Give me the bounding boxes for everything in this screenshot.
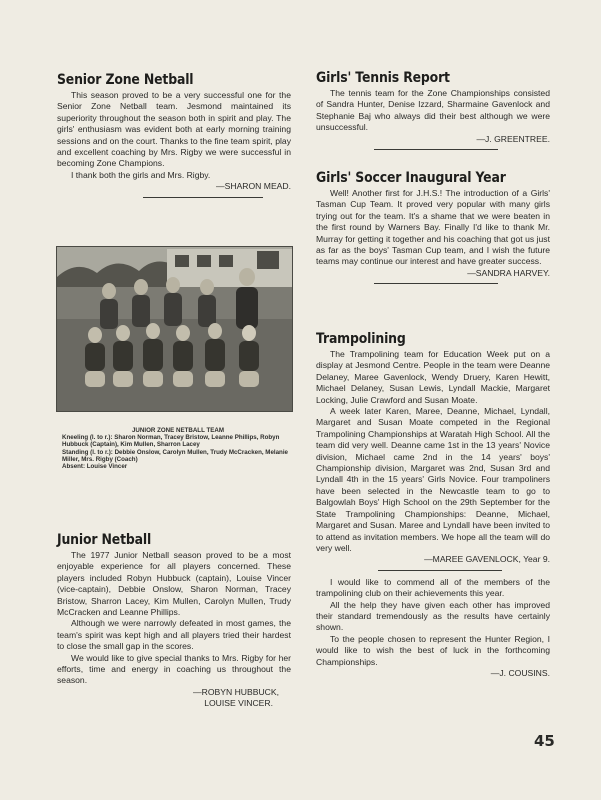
- junior-netball-title: Junior Netball: [57, 532, 152, 548]
- tennis-paragraph: The tennis team for the Zone Championships consisted of Sandra Hunter, Denise Izzard, Sharmaine Gavenlock and Stephanie Baj who always did their best although we were unsuccessful.: [316, 88, 550, 133]
- soccer-paragraph: Well! Another first for J.H.S.! The introduction of a Girls' Tasman Cup Team. It proved very popular with many girls trying out for the team. It's a shame that we were beaten in the first round by Warners Bay. Finally I'd like to thank Mr. Murray for getting it together and his coaching that got us just as far as the boys' Tasman Cup team, and I wish the future teams may continue our interest and have greater success.: [316, 188, 550, 267]
- junior-netball-signature-1: —ROBYN HUBBUCK,: [193, 686, 279, 697]
- senior-netball-paragraph: This season proved to be a very successful one for the Senior Zone Netball team. Jesmond maintained its superiority throughout the season both in spirit and play. The girls' enthusiasm was evident both at early morning training sessions and on the court. Thanks to the fine team spirit, play and excellent coaching by Mrs. Rigby we were successful in becoming Zone Champions.: [57, 90, 291, 169]
- team-photo: [56, 246, 293, 412]
- soccer-article: [316, 170, 550, 284]
- tennis-article: [316, 70, 550, 150]
- trampolining-paragraph-4: All the help they have given each other has improved their standard tremendously as the results have certainly shown.: [316, 599, 550, 633]
- page-number: 45: [534, 732, 555, 750]
- trampolining-signature-2: —J. COUSINS.: [490, 667, 550, 678]
- photo-caption-absent: Absent: Louise Vincer: [62, 463, 128, 471]
- trampolining-paragraph-5: To the people chosen to represent the Hunter Region, I would like to wish the best of luck in the forthcoming Championships.: [316, 633, 550, 667]
- trampolining-title: Trampolining: [316, 331, 406, 347]
- tennis-signature: —J. GREENTREE.: [476, 133, 550, 144]
- trampolining-paragraph-1: The Trampolining team for Education Week put on a display at Jesmond Centre. People in the team were Deanne Delaney, Maree Gavenlock, Wendy Druery, Karen Hewitt, Michael Delaney, Susan Lewis, Lyndall Mackie, Margaret Locking, Julie Crawford and Susan Moate.: [316, 349, 550, 405]
- soccer-divider: [374, 283, 498, 284]
- tennis-divider: [374, 149, 498, 150]
- trampolining-paragraph-3: I would like to commend all of the members of the trampolining club on their achievements this year.: [316, 576, 550, 599]
- senior-netball-thanks: I thank both the girls and Mrs. Rigby.: [71, 169, 211, 180]
- photo-caption-kneeling: Kneeling (l. to r.): Sharon Norman, Tracey Bristow, Leanne Phillips, Robyn Hubbuck (Captain), Kim Mullen, Sharron Lacey: [62, 434, 280, 449]
- trampolining-divider: [378, 570, 502, 571]
- trampolining-signature: —MAREE GAVENLOCK, Year 9.: [424, 554, 550, 565]
- trampolining-paragraph-2: A week later Karen, Maree, Deanne, Michael, Lyndall, Margaret and Susan Moate competed in the Regional Trampolining Championships at Waratah High School. All the team did very well. Deanne came 1st in the 13 years' Novice division, Michael came 2nd in the 14 years' boys' Championship division, Margaret was 2nd, Susan 3rd and Lyndall 4th in the 15 years' Girls Novice. Four trampoliners have been selected in the Newcastle team to go to Balgowlah Boys' High School on the 29th September for the State Trampolining Championships: Deanne, Michael, Margaret and Susan. Maree and Lyndall have been invited to to attend as invitation members. We hope all the team will do very well.: [316, 406, 550, 553]
- team-photo-image: [57, 247, 292, 411]
- junior-netball-paragraph-3: We would like to give special thanks to Mrs. Rigby for her efforts, time and energy in coaching us throughout the season.: [57, 652, 291, 686]
- soccer-signature: —SANDRA HARVEY.: [467, 267, 550, 278]
- junior-netball-article: [57, 532, 291, 710]
- trampolining-article: [316, 331, 550, 679]
- photo-caption-standing: Standing (l. to r.): Debbie Onslow, Carolyn Mullen, Trudy McCracken, Melanie Miller, Mrs. Rigby (Coach): [62, 448, 288, 463]
- soccer-title: Girls' Soccer Inaugural Year: [316, 170, 506, 186]
- tennis-title: Girls' Tennis Report: [316, 70, 450, 86]
- junior-netball-paragraph-1: The 1977 Junior Netball season proved to be a most enjoyable experience for all players concerned. These players included Robyn Hubbuck (captain), Louise Vincer (vice-captain), Debbie Onslow, Sharon Norman, Tracey Bristow, Sharron Lacey, Kim Mullen, Carolyn Mullen, Trudy McCracken and Leanne Phillips.: [57, 550, 291, 618]
- senior-netball-signature: —SHARON MEAD.: [216, 181, 291, 192]
- photo-caption-title: JUNIOR ZONE NETBALL TEAM: [131, 427, 224, 434]
- senior-netball-title: Senior Zone Netball: [57, 72, 194, 88]
- junior-netball-signature-2: LOUISE VINCER.: [204, 698, 273, 709]
- photo-caption: [62, 427, 294, 470]
- senior-divider: [143, 197, 263, 198]
- junior-netball-paragraph-2: Although we were narrowly defeated in most games, the team's spirit was kept high and all players tried their hardest to close the small gap in the scores.: [57, 618, 291, 652]
- senior-netball-article: [57, 72, 291, 198]
